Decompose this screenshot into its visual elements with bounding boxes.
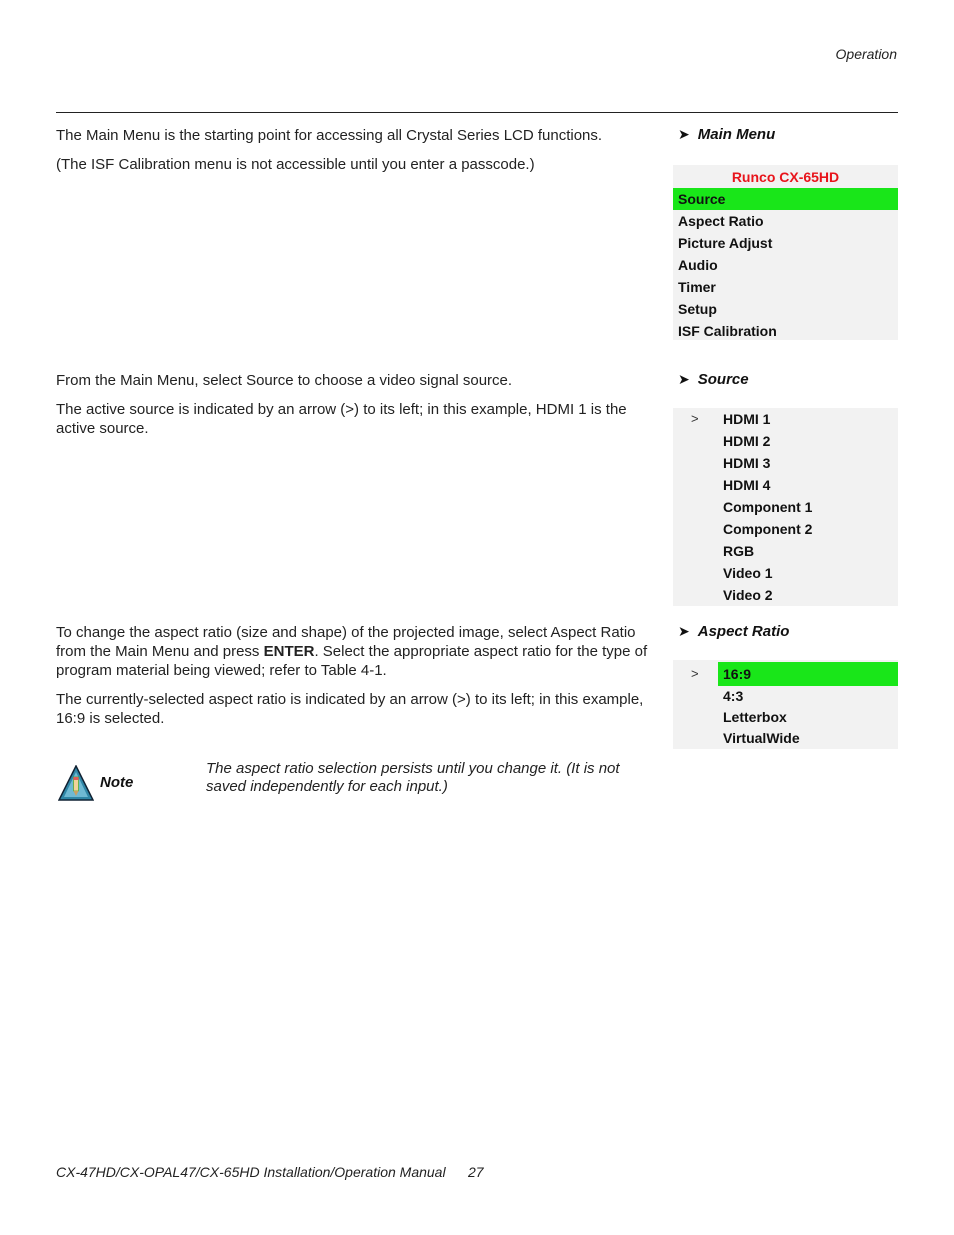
header-rule bbox=[56, 112, 898, 113]
source-heading-text: Source bbox=[697, 371, 749, 388]
footer-manual-title: CX-47HD/CX-OPAL47/CX-65HD Installation/Operation Manual bbox=[56, 1164, 446, 1180]
source-item-label: Component 1 bbox=[723, 499, 813, 515]
active-source-marker: > bbox=[691, 411, 699, 426]
source-heading bbox=[678, 371, 749, 388]
running-head: Operation bbox=[835, 46, 897, 62]
source-osd bbox=[673, 408, 898, 606]
source-item-rgb[interactable] bbox=[673, 540, 898, 562]
source-item-video-1[interactable] bbox=[673, 562, 898, 584]
aspect-ratio-paragraph-1-a: To change the aspect ratio (size and shape) of the projected image, select Aspect Ratio from the Main Menu and press bbox=[56, 624, 636, 660]
source-item-label: HDMI 4 bbox=[723, 477, 771, 493]
main-menu-heading bbox=[678, 126, 775, 143]
source-item-component-2[interactable] bbox=[673, 518, 898, 540]
main-menu-item-source[interactable]: Source bbox=[673, 188, 898, 210]
aspect-item-16-9[interactable] bbox=[673, 662, 898, 686]
source-item-label: HDMI 3 bbox=[723, 455, 771, 471]
main-menu-osd bbox=[673, 165, 898, 340]
source-item-hdmi-1[interactable] bbox=[673, 408, 898, 430]
source-item-hdmi-3[interactable] bbox=[673, 452, 898, 474]
main-menu-paragraph-1: The Main Menu is the starting point for accessing all Crystal Series LCD functions. bbox=[56, 127, 603, 144]
aspect-item-virtualwide[interactable] bbox=[673, 728, 898, 749]
aspect-ratio-osd bbox=[673, 660, 898, 749]
active-aspect-marker: > bbox=[691, 666, 699, 681]
enter-key-label: ENTER bbox=[263, 643, 315, 660]
main-menu-paragraph-2: (The ISF Calibration menu is not accessible until you enter a passcode.) bbox=[56, 156, 535, 173]
main-menu-item-setup[interactable]: Setup bbox=[678, 301, 717, 317]
main-menu-item-timer[interactable]: Timer bbox=[678, 279, 716, 295]
aspect-ratio-heading bbox=[678, 623, 789, 640]
arrowhead-left-icon: ➤ bbox=[678, 126, 690, 142]
source-item-label: RGB bbox=[723, 543, 755, 559]
source-item-component-1[interactable] bbox=[673, 496, 898, 518]
source-item-hdmi-2[interactable] bbox=[673, 430, 898, 452]
main-menu-item-picture-adjust[interactable]: Picture Adjust bbox=[678, 235, 773, 251]
note-pencil-icon bbox=[58, 765, 94, 801]
osd-title: Runco CX-65HD bbox=[731, 169, 840, 185]
source-paragraph-2: The active source is indicated by an arrow (>) to its left; in this example, HDMI 1 is the active source. bbox=[56, 401, 627, 437]
page-number: 27 bbox=[468, 1164, 484, 1180]
source-paragraph-1: From the Main Menu, select Source to choose a video signal source. bbox=[56, 372, 513, 389]
aspect-item-4-3[interactable] bbox=[673, 686, 898, 707]
source-item-label: HDMI 2 bbox=[723, 433, 771, 449]
main-menu-item-isf-calibration[interactable]: ISF Calibration bbox=[678, 323, 777, 339]
aspect-item-label: VirtualWide bbox=[723, 730, 800, 746]
note-label: Note bbox=[100, 774, 134, 791]
aspect-ratio-paragraph-1-b: . Select the appropriate aspect ratio for the type of program material being viewed; refer to Table 4-1. bbox=[56, 643, 648, 679]
aspect-item-label: 16:9 bbox=[718, 662, 898, 686]
source-item-label: Video 1 bbox=[723, 565, 773, 581]
aspect-item-label: 4:3 bbox=[723, 688, 744, 704]
main-menu-item-aspect-ratio[interactable]: Aspect Ratio bbox=[678, 213, 764, 229]
aspect-ratio-paragraph-1 bbox=[56, 623, 656, 680]
arrowhead-left-icon: ➤ bbox=[678, 371, 690, 387]
aspect-item-label: Letterbox bbox=[723, 709, 787, 725]
source-item-hdmi-4[interactable] bbox=[673, 474, 898, 496]
source-item-video-2[interactable] bbox=[673, 584, 898, 606]
arrowhead-left-icon: ➤ bbox=[678, 623, 690, 639]
note-text: The aspect ratio selection persists until you change it. (It is not saved independently for each input.) bbox=[206, 760, 620, 795]
source-item-label: Component 2 bbox=[723, 521, 813, 537]
main-menu-heading-text: Main Menu bbox=[697, 126, 776, 143]
aspect-ratio-paragraph-2: The currently-selected aspect ratio is indicated by an arrow (>) to its left; in this example, 16:9 is selected. bbox=[56, 691, 644, 727]
main-menu-item-audio[interactable]: Audio bbox=[678, 257, 718, 273]
source-item-label: Video 2 bbox=[723, 587, 773, 603]
aspect-ratio-heading-text: Aspect Ratio bbox=[697, 623, 790, 640]
source-item-label: HDMI 1 bbox=[723, 411, 771, 427]
aspect-item-letterbox[interactable] bbox=[673, 707, 898, 728]
